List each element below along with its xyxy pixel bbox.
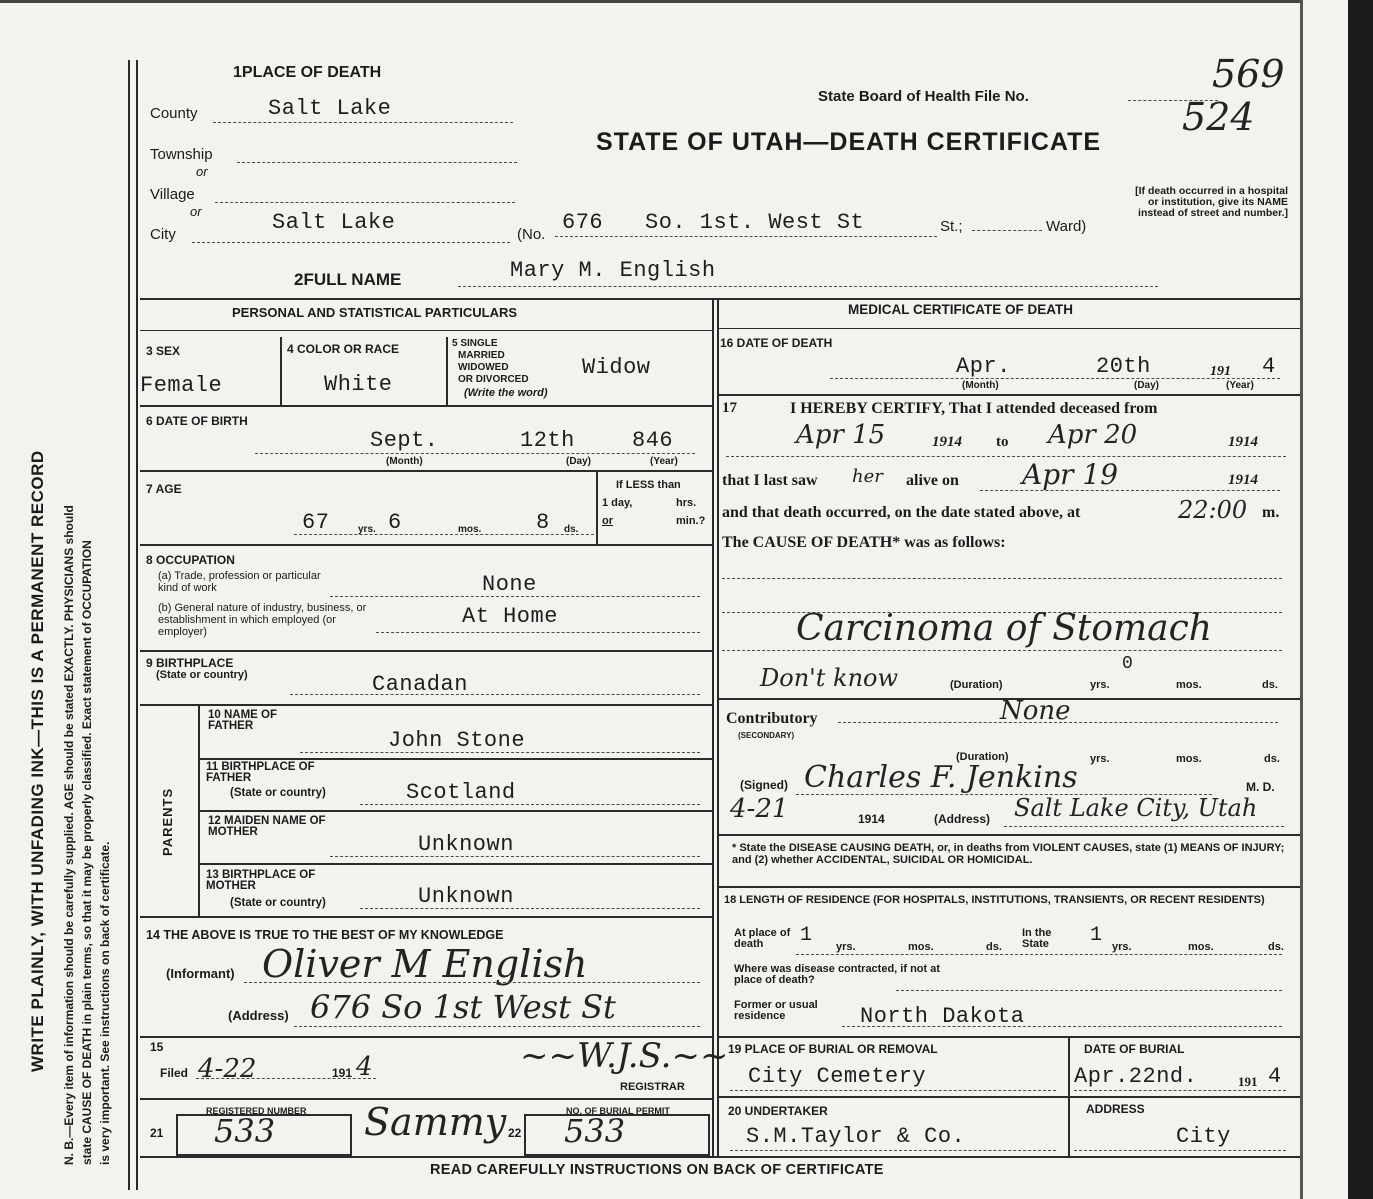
row-sex-bottom <box>140 405 712 407</box>
filed-label: Filed <box>160 1066 189 1080</box>
file-no-label: State Board of Health File No. <box>818 88 1029 105</box>
death-time: 22:00 <box>1178 496 1248 524</box>
birthplace-line <box>290 694 700 695</box>
in-state-mos-label: mos. <box>1188 941 1214 953</box>
residence-label: 18 LENGTH OF RESIDENCE (FOR HOSPITALS, INSTITUTIONS, TRANSIENTS, OR RECENT RESIDENTS) <box>724 894 1265 906</box>
no-value: 676 <box>562 210 604 235</box>
age-ds: 8 <box>536 510 550 535</box>
permit-value: 533 <box>564 1112 626 1150</box>
cause-value: Carcinoma of Stomach <box>796 608 1212 649</box>
contributory-value: None <box>1000 696 1071 726</box>
contrib-duration-label: (Duration) <box>956 751 1009 763</box>
if-less-label: If LESS than <box>616 479 681 491</box>
street-value: So. 1st. West St <box>645 210 865 235</box>
or-label: or <box>602 515 613 527</box>
cause-line-3 <box>722 650 1282 651</box>
village-label: Village <box>150 186 195 203</box>
hrs-label: hrs. <box>676 497 697 509</box>
duration-yrs: 0 <box>1122 654 1134 674</box>
row-parents-bottom <box>140 916 712 918</box>
at-place-yrs: 1 <box>800 924 813 947</box>
row-occ-bottom <box>140 650 712 652</box>
age-mos-label: mos. <box>458 524 482 535</box>
certificate-title: STATE OF UTAH—DEATH CERTIFICATE <box>596 128 1102 156</box>
signed-year: 1914 <box>858 812 885 826</box>
at-place-ds-label: ds. <box>986 941 1002 953</box>
burial-date-label: DATE OF BURIAL <box>1084 1042 1185 1056</box>
age-line <box>294 534 594 535</box>
death-day-label: (Day) <box>1134 380 1160 391</box>
informant-address-line <box>294 1026 700 1027</box>
informant-address-value: 676 So 1st West St <box>310 988 616 1026</box>
informant-heading: 14 THE ABOVE IS TRUE TO THE BEST OF MY KNOWLEDGE <box>146 928 504 942</box>
reg-num-label: REGISTERED NUMBER <box>206 1106 307 1116</box>
filed-year-digit: 4 <box>356 1052 373 1082</box>
no-line <box>555 236 937 237</box>
contrib-yrs-label: yrs. <box>1090 753 1110 765</box>
death-day: 20th <box>1096 354 1151 379</box>
row-age-bottom <box>140 544 712 546</box>
undertaker-value: S.M.Taylor & Co. <box>746 1124 966 1149</box>
township-label: Township <box>150 146 213 163</box>
or-label-1: or <box>196 164 208 179</box>
sex-divider <box>280 337 282 405</box>
full-name-value: Mary M. English <box>510 258 716 283</box>
scan-edge-inner <box>1300 0 1303 1199</box>
attended-from: Apr 15 <box>796 420 886 450</box>
nb-line-2: state CAUSE OF DEATH in plain terms, so that it may be properly classified. Exact statement of OCCUPATION <box>80 540 94 1165</box>
father-bp-label: 11 BIRTHPLACE OF FATHER <box>206 761 315 784</box>
at-place-label: At place of death <box>734 927 791 950</box>
filed-value: 4-22 <box>198 1054 257 1084</box>
row-signed-bottom <box>717 834 1300 836</box>
birthplace-sub: (State or country) <box>156 669 248 681</box>
st-label: St.; <box>940 218 963 235</box>
signed-value: Charles F. Jenkins <box>804 760 1078 795</box>
occ-b-label: (b) General nature of industry, business, or establishment in which employed (or employer) <box>158 602 367 638</box>
reg-num-value: 533 <box>214 1112 276 1150</box>
dob-month: Sept. <box>370 428 439 453</box>
burial-year: 191 <box>1238 1074 1258 1089</box>
attended-year1: 1914 <box>932 434 962 450</box>
county-value: Salt Lake <box>268 96 392 121</box>
row-residence-bottom <box>717 1036 1300 1038</box>
filed-line <box>196 1078 376 1079</box>
center-divider-2 <box>717 298 719 1156</box>
filed-num: 15 <box>150 1040 164 1054</box>
filed-year: 191 <box>332 1066 353 1080</box>
md-label: M. D. <box>1246 780 1275 794</box>
dob-label: 6 DATE OF BIRTH <box>146 414 248 428</box>
marital-label: 5 SINGLE <box>452 338 498 349</box>
county-label: County <box>150 105 198 122</box>
certify-text: I HEREBY CERTIFY, That I attended deceased from <box>790 400 1158 417</box>
birthplace-label: 9 BIRTHPLACE <box>146 656 234 670</box>
marital-value: Widow <box>582 355 651 380</box>
informant-address-label: (Address) <box>228 1008 289 1023</box>
in-state-ds-label: ds. <box>1268 941 1284 953</box>
occ-b-value: At Home <box>462 604 558 629</box>
duration-ds-label: ds. <box>1262 679 1278 691</box>
burial-date-value: Apr.22nd. <box>1074 1064 1198 1089</box>
city-value: Salt Lake <box>272 210 396 235</box>
occ-a-value: None <box>482 572 537 597</box>
marital-widowed: WIDOWED <box>458 362 509 373</box>
death-month: Apr. <box>956 354 1011 379</box>
in-state-yrs-label: yrs. <box>1112 941 1132 953</box>
death-occurred-text: and that death occurred, on the date stated above, at <box>722 504 1081 521</box>
father-bp-line <box>360 804 700 805</box>
signed-address-value: Salt Lake City, Utah <box>1014 794 1258 822</box>
village-line <box>215 202 515 203</box>
burial-place-line <box>730 1090 1056 1091</box>
signed-date: 4-21 <box>730 794 789 824</box>
full-name-line <box>458 286 1158 287</box>
permanent-record-text: WRITE PLAINLY, WITH UNFADING INK—THIS IS A PERMANENT RECORD <box>28 450 47 1072</box>
file-no-value: 569 <box>1212 52 1285 96</box>
duration-label: (Duration) <box>950 679 1003 691</box>
marital-married: MARRIED <box>458 350 505 361</box>
row-dob-bottom <box>140 470 712 472</box>
contrib-ds-label: ds. <box>1264 753 1280 765</box>
contrib-mos-label: mos. <box>1176 753 1202 765</box>
contracted-label: Where was disease contracted, if not at place of death? <box>734 963 941 986</box>
burial-date-line <box>1074 1090 1286 1091</box>
last-saw-text: that I last saw <box>722 472 818 489</box>
secondary-label: (SECONDARY) <box>738 731 795 740</box>
file-no-value-2: 524 <box>1182 95 1255 139</box>
color-label: 4 COLOR OR RACE <box>287 342 400 356</box>
row-father-bp-bottom <box>198 810 712 812</box>
age-yrs: 67 <box>302 510 330 535</box>
color-value: White <box>324 372 393 397</box>
personal-heading-line <box>140 330 712 331</box>
last-saw-line <box>980 490 1280 491</box>
father-line <box>300 752 700 753</box>
father-label: 10 NAME OF FATHER <box>208 709 278 732</box>
day-hrs: 1 day, <box>602 497 633 509</box>
center-divider <box>712 298 714 1156</box>
ward-label: Ward) <box>1046 218 1087 235</box>
in-state-yrs: 1 <box>1090 924 1103 947</box>
death-year-prefix: 191 <box>1210 364 1231 379</box>
cause-line-1 <box>722 578 1282 579</box>
birthplace-value: Canadan <box>372 672 468 697</box>
dob-year: 846 <box>632 428 674 453</box>
mother-label: 12 MAIDEN NAME OF MOTHER <box>208 815 326 838</box>
row-mother-bottom <box>198 863 712 865</box>
duration-value: Don't know <box>760 664 899 692</box>
scan-edge-top <box>0 0 1300 3</box>
duration-mos-label: mos. <box>1176 679 1202 691</box>
death-month-label: (Month) <box>962 380 999 391</box>
dob-day: 12th <box>520 428 575 453</box>
min-label: min.? <box>676 515 706 527</box>
alive-on: alive on <box>906 472 959 489</box>
duration-yrs-label: yrs. <box>1090 679 1110 691</box>
township-line <box>237 162 517 163</box>
signed-label: (Signed) <box>740 778 788 792</box>
undertaker-label: 20 UNDERTAKER <box>728 1104 828 1118</box>
row-bp-bottom <box>140 704 712 706</box>
former-line <box>842 1026 1282 1027</box>
mother-bp-label: 13 BIRTHPLACE OF MOTHER <box>206 869 316 892</box>
registrar-signature: ~~W.J.S.~~ <box>520 1036 729 1076</box>
undertaker-address-value: City <box>1176 1124 1231 1149</box>
mother-bp-line <box>360 908 700 909</box>
mother-value: Unknown <box>418 832 514 857</box>
father-value: John Stone <box>388 728 526 753</box>
father-bp-sub: (State or country) <box>230 787 326 799</box>
father-bp-value: Scotland <box>406 780 516 805</box>
to-label: to <box>996 434 1009 450</box>
county-line <box>213 122 513 123</box>
place-of-death-label: 1PLACE OF DEATH <box>233 64 382 81</box>
dob-year-label: (Year) <box>650 456 678 467</box>
mother-bp-value: Unknown <box>418 884 514 909</box>
attended-year2: 1914 <box>1228 434 1258 450</box>
death-year-label: (Year) <box>1226 380 1254 391</box>
grid-top-line <box>140 298 1300 300</box>
age-mos: 6 <box>388 510 402 535</box>
contracted-line <box>896 990 1282 991</box>
medical-heading: MEDICAL CERTIFICATE OF DEATH <box>848 302 1073 317</box>
informant-line <box>244 982 700 983</box>
or-label-2: or <box>190 204 202 219</box>
nb-line-3: is very important. See instructions on back of certificate. <box>98 841 112 1165</box>
left-border-inner <box>136 60 138 1190</box>
contributory-line <box>838 722 1278 723</box>
age-ds-label: ds. <box>564 524 579 535</box>
in-state-label: In the State <box>1022 927 1052 950</box>
medical-heading-line <box>717 328 1300 329</box>
occupation-label: 8 OCCUPATION <box>146 553 235 567</box>
row-father-bottom <box>198 758 712 760</box>
mother-bp-sub: (State or country) <box>230 897 326 909</box>
dob-month-label: (Month) <box>386 456 423 467</box>
row-footnote-bottom <box>717 886 1300 888</box>
nb-line-1: N. B.—Every item of information should be carefully supplied. AGE should be stated EXACTLY. PHYSICIANS should <box>62 505 76 1165</box>
registrar-label: REGISTRAR <box>620 1081 685 1093</box>
city-line <box>192 242 510 243</box>
at-place-mos-label: mos. <box>908 941 934 953</box>
certify-num: 17 <box>722 400 737 416</box>
last-saw-who: her <box>852 466 883 487</box>
former-label: Former or usual residence <box>734 999 818 1022</box>
burial-place-label: 19 PLACE OF BURIAL OR REMOVAL <box>728 1042 938 1056</box>
signed-address-label: (Address) <box>934 812 991 826</box>
residence-line <box>796 954 1282 955</box>
former-value: North Dakota <box>860 1004 1025 1029</box>
reg-num-21: 21 <box>150 1126 164 1140</box>
ward-line <box>972 230 1042 231</box>
footer-instructions: READ CAREFULLY INSTRUCTIONS ON BACK OF CERTIFICATE <box>430 1162 884 1178</box>
left-border-outer <box>128 60 130 1190</box>
hospital-note: [If death occurred in a hospital or institution, give its NAME instead of street and number.] <box>1135 185 1288 219</box>
registrar-large-signature: Sammy <box>364 1100 507 1144</box>
grid-bottom-line <box>140 1156 1300 1158</box>
attended-to: Apr 20 <box>1048 420 1138 450</box>
mother-line <box>330 856 700 857</box>
undertaker-address-label: ADDRESS <box>1086 1102 1145 1116</box>
m-label: m. <box>1262 504 1280 521</box>
no-label: (No. <box>517 226 546 243</box>
undertaker-address-line <box>1074 1150 1286 1151</box>
dob-day-label: (Day) <box>566 456 592 467</box>
contributory-label: Contributory <box>726 710 818 727</box>
death-year: 4 <box>1262 354 1276 379</box>
death-date-label: 16 DATE OF DEATH <box>720 336 833 350</box>
age-yrs-label: yrs. <box>358 524 376 535</box>
attended-line <box>726 456 1286 457</box>
last-saw-year: 1914 <box>1228 472 1258 488</box>
undertaker-line <box>730 1150 1056 1151</box>
marital-write: (Write the word) <box>464 387 548 399</box>
age-label: 7 AGE <box>146 482 182 496</box>
signed-address-line <box>1004 826 1284 827</box>
burial-year-digit: 4 <box>1268 1064 1282 1089</box>
occ-a-label: (a) Trade, profession or particular kind of work <box>158 570 321 594</box>
color-divider <box>446 337 448 405</box>
cause-label: The CAUSE OF DEATH* was as follows: <box>722 534 1006 551</box>
sex-value: Female <box>140 373 223 398</box>
medical-footnote: * State the DISEASE CAUSING DEATH, or, in deaths from VIOLENT CAUSES, state (1) MEANS OF INJURY; and (2) whether ACCIDENTAL, SUICIDAL OR HOMICIDAL. <box>732 842 1285 866</box>
informant-value: Oliver M English <box>262 942 588 986</box>
last-saw-date: Apr 19 <box>1022 458 1119 491</box>
burial-place-value: City Cemetery <box>748 1064 927 1089</box>
age-divider <box>596 470 598 544</box>
parents-label: PARENTS <box>160 787 175 856</box>
at-place-yrs-label: yrs. <box>836 941 856 953</box>
sex-label: 3 SEX <box>146 344 181 358</box>
occ-b-line <box>376 632 700 633</box>
row-death-date-bottom <box>717 394 1300 396</box>
permit-22: 22 <box>508 1126 522 1140</box>
marital-divorced: OR DIVORCED <box>458 374 529 385</box>
row-burial-bottom <box>717 1096 1300 1098</box>
burial-permit-label: NO. OF BURIAL PERMIT <box>566 1106 670 1116</box>
death-date-line <box>830 378 1280 379</box>
occ-a-line <box>330 596 700 597</box>
personal-heading: PERSONAL AND STATISTICAL PARTICULARS <box>232 305 518 320</box>
dob-line <box>255 453 695 454</box>
scan-edge-right <box>1348 0 1373 1199</box>
informant-label: (Informant) <box>166 966 235 981</box>
city-label: City <box>150 226 176 243</box>
full-name-label: 2FULL NAME <box>294 270 402 289</box>
